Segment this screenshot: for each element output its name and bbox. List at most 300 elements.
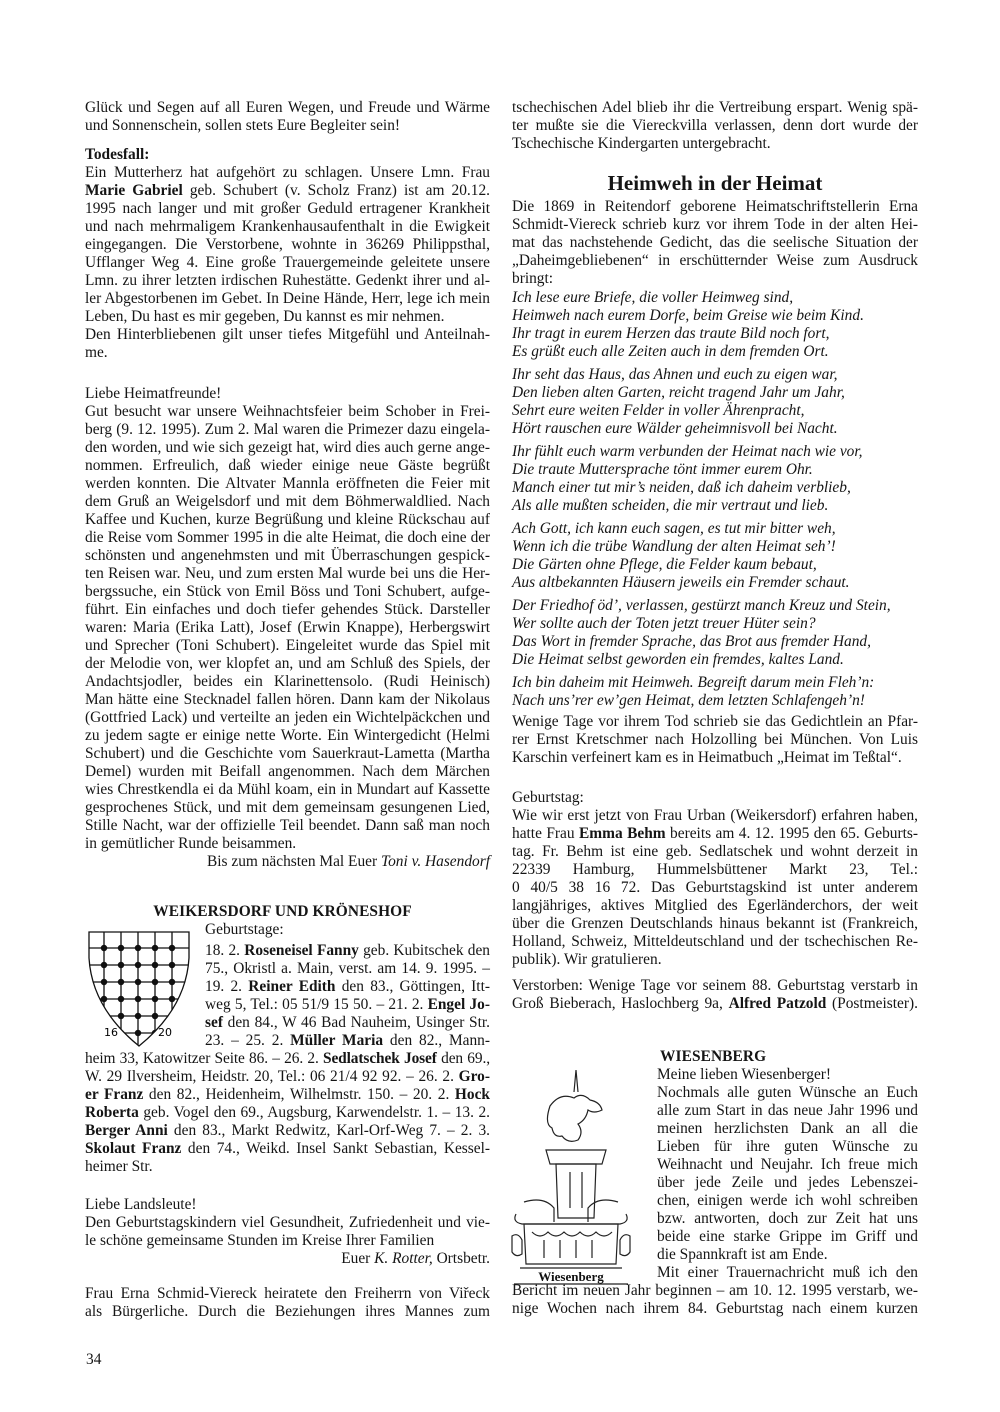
crest-dot [118, 962, 123, 967]
text-line [512, 674, 918, 692]
text-line [85, 200, 490, 218]
text-run: Weihnacht und Neujahr. Ich freue mich [657, 1156, 918, 1173]
text-run: rer Ernst Kretschmer nach Holzolling bei München. Von Luis [512, 731, 918, 748]
text-run: werden konnten. Die Altvater Mannla eröffneten die Feier mit [85, 475, 490, 492]
text-run: eingegangen. Die Verstorbene, wohnte in 36269 Philippsthal, [85, 236, 490, 253]
poem-note [512, 713, 918, 767]
text-run: Nochmals alle guten Wünsche an Euch [657, 1084, 918, 1101]
text-run: den 82., Mann- [383, 1032, 490, 1049]
text-line [512, 615, 918, 633]
text-run: Ihr seht das Haus, das Ahnen und euch zu eigen war, [512, 366, 838, 383]
text-run: und nach mehrmaligem Krankenhausaufenthalt in die Ewigkeit [85, 218, 490, 235]
text-line [657, 1192, 918, 1210]
text-run: wies Chrestkendla ei da Mühl koam, ein in Mundart auf Kassette [85, 781, 490, 798]
text-line [85, 691, 490, 709]
poem-stanza [512, 597, 918, 669]
text-run: den 83., Göttingen, Itt- [335, 978, 490, 995]
text-line [85, 547, 490, 565]
landsleute-greeting: Liebe Landsleute! [85, 1196, 197, 1213]
crest-dot [135, 1013, 140, 1018]
text-run: geb. Vogel den 69., Augsburg, Karwendelstr. 1. – 13. 2. [138, 1104, 490, 1121]
text-run: Leben, Du hast es mir gegeben, Du kannst es mir nehmen. [85, 308, 445, 325]
crest-number-left: 16 [104, 1026, 118, 1039]
text-run: Das Wort in fremder Sprache, das Brot aus fremder Hand, [512, 633, 871, 650]
text-line [657, 1102, 918, 1120]
text-run: 23. – 25. 2. [205, 1032, 291, 1049]
italic-name: K. Rotter, [374, 1250, 433, 1267]
text-line [512, 879, 918, 897]
text-run: führt. Ein einfaches und doch tiefer gehendes Stück. Darsteller [85, 601, 490, 618]
text-run: chen, einigen werde ich wohl schreiben [657, 1192, 918, 1209]
text-line [85, 1122, 490, 1140]
text-line [512, 1300, 918, 1318]
text-line [85, 1086, 490, 1104]
text-line [512, 117, 918, 135]
text-line [512, 366, 918, 384]
text-run: Wie wir erst jetzt von Frau Urban (Weikersdorf) erfahren haben, [512, 807, 918, 824]
text-run: Bis zum nächsten Mal Euer [207, 853, 381, 870]
birthday-list-full [85, 1050, 490, 1176]
text-run: den worden, und wie sich gezeigt hat, wird dies auch gerne ange- [85, 439, 490, 456]
text-run: den 69., [436, 1050, 490, 1067]
text-line [85, 781, 490, 799]
signature-toni [85, 853, 490, 871]
crest-dot [135, 962, 140, 967]
crest-dot [118, 996, 123, 1001]
text-line [85, 1158, 490, 1176]
text-run: die Spannkraft ist am Ende. [657, 1246, 828, 1263]
text-line [512, 252, 918, 270]
text-run: bzw. antworten, doch zur Zeit hat uns [657, 1210, 918, 1227]
text-run: die Reise vom Sommer 1995 in die alte Heimat, die doch eine der [85, 529, 490, 546]
wiesenberg-heading: WIESENBERG [660, 1048, 767, 1065]
text-line [657, 1264, 918, 1282]
crest-dot [169, 996, 174, 1001]
text-run: Aus altbekannten Häusern jeweils ein Fremder schaut. [512, 574, 850, 591]
text-line [512, 443, 918, 461]
text-line [512, 325, 918, 343]
text-run: Groß Bieberach, Haslochberg 9a, [512, 995, 729, 1012]
text-line [512, 713, 918, 731]
text-line [657, 1228, 918, 1246]
text-line [85, 655, 490, 673]
text-run: und Sprecher (Toni Schubert). Eingeleitet wurde das Spiel mit [85, 637, 490, 654]
text-run: 18. 2. [205, 942, 245, 959]
text-line [85, 182, 490, 200]
text-run: geb. Schubert (v. Scholz Franz) ist am 20.12. [182, 182, 491, 199]
text-run: dem Gruß an Weigelsdorf und mit dem Böhmerwaldlied. Nach [85, 493, 490, 510]
text-line [85, 290, 490, 308]
text-run: Frau Erna Schmid-Viereck heiratete den Freiherrn von Viřeck [85, 1285, 490, 1302]
landsleute-text [85, 1214, 490, 1250]
text-line [85, 1303, 490, 1321]
text-line [512, 497, 918, 515]
text-run: 75., Okristl a. Main, verst. am 14. 9. 1995. – [205, 960, 490, 977]
christmas-text [85, 403, 490, 853]
weikersdorf-heading: WEIKERSDORF UND KRÖNESHOF [153, 903, 412, 920]
text-run: gesprochenes Stück, und mit dem gemeinsam gesungenen Lied, [85, 799, 490, 816]
text-run: Bericht im neuen Jahr beginnen – am 10. 12. 1995 verstarb, we- [512, 1282, 918, 1299]
text-run: über jede Zeile und jedes Lebenszei- [657, 1174, 918, 1191]
crest-dot [135, 1030, 140, 1035]
text-run: Lieben für ihre guten Wünsche zu [657, 1138, 918, 1155]
text-line [512, 995, 918, 1013]
text-line [512, 520, 918, 538]
text-line [205, 960, 490, 978]
text-run: Ich bin daheim mit Heimweh. Begreift darum mein Fleh’n: [512, 674, 875, 691]
bold-name: Gro- [458, 1068, 490, 1085]
text-line [85, 344, 490, 362]
obituary-text [85, 164, 490, 326]
obituary-section [85, 146, 490, 362]
bold-name: Müller Maria [290, 1032, 384, 1049]
crest-dot [118, 979, 123, 984]
birthday-list-narrow [205, 942, 490, 1050]
text-line [512, 307, 918, 325]
text-line [85, 619, 490, 637]
bold-name: Reiner Edith [248, 978, 336, 995]
closing-wishes [85, 99, 490, 135]
article-title: Heimweh in der Heimat [607, 171, 823, 195]
text-line [85, 673, 490, 691]
text-line [85, 326, 490, 344]
text-line [512, 556, 918, 574]
text-run: Die Heimat selbst geworden ein fremdes, kaltes Land. [512, 651, 844, 668]
text-run: Die 1869 in Reitendorf geborene Heimatschriftstellerin Erna [512, 198, 918, 215]
deceased-notice [512, 977, 918, 1013]
text-run: Holland, Schweiz, Mitteldeutschland und der tschechischen Re- [512, 933, 918, 950]
text-run: Tschechische Kindergarten untergebracht. [512, 135, 771, 152]
text-line [657, 1138, 918, 1156]
text-run: bereits am 4. 12. 1995 den 65. Geburts- [665, 825, 918, 842]
text-line [512, 807, 918, 825]
text-line [85, 817, 490, 835]
bold-name: er Franz [85, 1086, 144, 1103]
text-run: geb. Kubitschek den [358, 942, 491, 959]
text-run: bergssuche, ein Stück von Emil Böss und Toni Schubert, aufge- [85, 583, 490, 600]
landsleute-section [85, 1196, 490, 1268]
text-run: Glück und Segen auf all Euren Wegen, und Freude und Wärme [85, 99, 490, 116]
signature-rotter [85, 1250, 490, 1268]
text-run: alle zum Start in das neue Jahr 1996 und [657, 1102, 918, 1119]
crest-dot [118, 1013, 123, 1018]
text-line [512, 825, 918, 843]
text-run: (Gottfried Lack) und verteilte an jeden ein Wichtelpäckchen und [85, 709, 490, 726]
text-line [85, 637, 490, 655]
text-run: Wenn ich die trübe Wandlung der alten Heimat seh’! [512, 538, 836, 555]
text-line [205, 996, 490, 1014]
text-run: Manch einer tut mir’s neiden, daß ich daheim verblieb, [512, 479, 851, 496]
italic-name: Toni v. Hasendorf [380, 853, 490, 870]
text-run: Den lieben alten Garten, reicht tragend Jahr um Jahr, [512, 384, 845, 401]
text-line [512, 933, 918, 951]
text-run: den 74., Weikd. Insel Sankt Sebastian, Kessel- [181, 1140, 490, 1157]
text-line [512, 216, 918, 234]
crest-dot [152, 962, 157, 967]
poem [512, 289, 918, 715]
text-run: 19. 2. [205, 978, 249, 995]
text-line [512, 135, 918, 153]
text-line [85, 254, 490, 272]
text-run: heimer Str. [85, 1158, 153, 1175]
poem-stanza [512, 674, 918, 710]
text-line [512, 731, 918, 749]
text-run: Mit einer Trauernachricht muß ich den [657, 1264, 918, 1281]
bold-name: Berger Anni [85, 1122, 168, 1139]
bold-name: sef [205, 1014, 223, 1031]
bold-name: Roseneisel Fanny [244, 942, 359, 959]
text-run: Stille Nacht, war der offizielle Teil beendet. Dann saß man noch [85, 817, 490, 834]
weikersdorf-crest-icon [86, 928, 196, 1053]
text-line [512, 343, 918, 361]
text-run: Schmidt-Viereck schrieb kurz vor ihrem Tode in der alten Hei- [512, 216, 918, 233]
text-run: publik). Wir gratulieren. [512, 951, 662, 968]
text-run: 0 40/5 38 16 72. Das Geburtstagskind ist unter anderem [512, 879, 918, 896]
poem-stanza [512, 520, 918, 592]
text-line [657, 1210, 918, 1228]
text-run: Den Geburtstagskindern viel Gesundheit, Zufriedenheit und vie- [85, 1214, 490, 1231]
text-line [512, 597, 918, 615]
crest-dot [101, 1013, 106, 1018]
text-run: Kaffee und Kuchen, kurze Begrüßung und kleine Rückschau auf [85, 511, 490, 528]
birthday-heading: Geburtstag: [512, 789, 584, 806]
text-line [205, 1014, 490, 1032]
text-line [512, 951, 918, 969]
bold-name: Hock [454, 1086, 490, 1103]
text-run: Gut besucht war unsere Weihnachtsfeier beim Schober in Frei- [85, 403, 490, 420]
text-line [85, 99, 490, 117]
text-run: Andachtsjodler, beides ein Klarinettensolo. (Rudi Heinisch) [85, 673, 490, 690]
text-run: Ach Gott, ich kann euch sagen, es tut mir bitter weh, [512, 520, 836, 537]
text-run: Ihr fühlt euch warm verbunden der Heimat nach wie vor, [512, 443, 863, 460]
text-line [85, 709, 490, 727]
crest-dot [169, 979, 174, 984]
text-line [85, 1104, 490, 1122]
text-line [85, 1068, 490, 1086]
text-line [512, 99, 918, 117]
crest-dot [169, 962, 174, 967]
text-run: Ufflanger Weg 4. Eine große Trauergemeinde geleitete unsere [85, 254, 490, 271]
text-line [85, 799, 490, 817]
text-run: Karschin verfeinert kam es in Heimatbuch „Heimat im Teßtal“. [512, 749, 902, 766]
text-run: Die Gärten ohne Pflege, die Felder kaum bebaut, [512, 556, 817, 573]
text-line [85, 583, 490, 601]
crest-dot [169, 945, 174, 950]
text-run: le schöne gemeinsame Stunden im Kreise Ihrer Familien [85, 1232, 435, 1249]
poem-stanza [512, 366, 918, 438]
text-run: Euer [341, 1250, 375, 1267]
text-line [85, 475, 490, 493]
text-line [85, 1285, 490, 1303]
text-run: 22339 Hamburg, Hummelsbüttener Markt 23, Tel.: [512, 861, 918, 878]
text-line [512, 538, 918, 556]
text-run: ler Abgestorbenen im Gebet. In Deine Hände, Herr, lege ich mein [85, 290, 490, 307]
bold-name: Alfred Patzold [728, 995, 827, 1012]
bold-name: Emma Behm [579, 825, 666, 842]
text-run: und Sonnenschein, sollen stets Eure Begleiter sein! [85, 117, 401, 134]
text-run: bringt: [512, 270, 554, 287]
text-line [205, 1032, 490, 1050]
text-line [85, 727, 490, 745]
text-run: in gemütlicher Runde beisammen. [85, 835, 297, 852]
text-run: me. [85, 344, 108, 361]
wiesenberg-fountain-emblem-icon [510, 1068, 632, 1286]
text-run: Man hätte eine Stecknadel fallen hören. Dann kam der Nikolaus [85, 691, 490, 708]
wiesenberg-greeting: Meine lieben Wiesenberger! [657, 1066, 832, 1083]
crest-dot [135, 996, 140, 1001]
text-line [657, 1156, 918, 1174]
text-line [85, 511, 490, 529]
text-run: über die Grenzen Deutschlands hinaus bekannt ist (Frankreich, [512, 915, 918, 932]
crest-dot [152, 945, 157, 950]
text-run: als Bürgerliche. Durch die Beziehungen ihres Mannes zum [85, 1303, 490, 1320]
text-run: Ich lese eure Briefe, die voller Heimweg sind, [512, 289, 794, 306]
text-line [657, 1084, 918, 1102]
text-line [512, 633, 918, 651]
text-run: waren: Maria (Erika Latt), Josef (Erwin Knappe), Herbergswirt [85, 619, 490, 636]
text-line [85, 493, 490, 511]
crest-dot [101, 996, 106, 1001]
text-run: Den Hinterbliebenen gilt unser tiefes Mitgefühl und Anteilnah- [85, 326, 490, 343]
erna-biography-continued [512, 99, 918, 153]
text-run: mat das nachstehende Gedicht, das die seelische Situation der [512, 234, 918, 251]
text-run: den 83., Markt Redwitz, Karl-Orf-Weg 7. – 2. 3. [167, 1122, 491, 1139]
text-line [512, 692, 918, 710]
text-run: Hört rauschen eure Wälder geheimnisvoll bei Nacht. [512, 420, 838, 437]
text-run: den 82., Heidenheim, Wilhelmstr. 150. – 20. 2. [143, 1086, 455, 1103]
condolence-text [85, 326, 490, 362]
text-line [512, 384, 918, 402]
text-run: der Melodie von, wer klopfet an, und am Schluß des Spiels, der [85, 655, 490, 672]
text-run: Sehrt eure weiten Felder in voller Ährenpracht, [512, 402, 805, 419]
text-line [512, 749, 918, 767]
text-run: Ortsbetr. [432, 1250, 490, 1267]
text-run: tschechischen Adel blieb ihr die Vertreibung erspart. Wenig spä- [512, 99, 918, 116]
text-line [85, 164, 490, 182]
text-line [512, 651, 918, 669]
text-run: Demel) wurden mit Beifall angenommen. Nach dem Märchen [85, 763, 490, 780]
crest-dot [101, 962, 106, 967]
text-run: ter mußte sie die Viereckvilla verlassen, denn dort wurde der [512, 117, 918, 134]
text-run: 1995 nach langer und mit großer Geduld ertragener Krankheit [85, 200, 490, 217]
text-run: hatte Frau [512, 825, 580, 842]
text-line [512, 915, 918, 933]
text-line [85, 218, 490, 236]
crest-dot [152, 979, 157, 984]
wiesenberg-sad-news-start [657, 1264, 918, 1282]
text-line [85, 745, 490, 763]
text-line [512, 897, 918, 915]
text-run: langjähriges, aktives Mitglied des Egerländerchors, der weit [512, 897, 918, 914]
text-line [512, 861, 918, 879]
text-run: Schubert) und die Geschichte vom Sauerkraut-Lametta (Martha [85, 745, 490, 762]
bold-name: Marie Gabriel [85, 182, 183, 199]
text-line [85, 117, 490, 135]
obituary-heading: Todesfall: [85, 146, 150, 163]
text-line [85, 272, 490, 290]
wiesenberg-sad-news [512, 1282, 918, 1318]
poem-stanza [512, 443, 918, 515]
text-run: heim 33, Katowitzer Seite 86. – 26. 2. [85, 1050, 323, 1067]
crest-dot [135, 945, 140, 950]
text-line [657, 1246, 918, 1264]
text-line [85, 403, 490, 421]
text-line [85, 236, 490, 254]
text-line [85, 529, 490, 547]
bold-name: Roberta [85, 1104, 139, 1121]
crest-number-right: 20 [158, 1026, 172, 1039]
text-line [512, 843, 918, 861]
crest-dot [135, 979, 140, 984]
text-line [512, 234, 918, 252]
bold-name: Skolaut Franz [85, 1140, 182, 1157]
text-run: nige Wochen nach ihrem 84. Geburtstag nach einem kurzen [512, 1300, 918, 1317]
text-run: beide eine starke Grippe im Griff und [657, 1228, 918, 1245]
emblem-label: Wiesenberg [538, 1269, 604, 1284]
text-line [512, 977, 918, 995]
poem-stanza [512, 289, 918, 361]
bold-name: Sedlatschek Josef [322, 1050, 437, 1067]
text-line [85, 457, 490, 475]
christmas-greeting: Liebe Heimatfreunde! [85, 385, 222, 402]
text-line [85, 439, 490, 457]
text-line [512, 420, 918, 438]
crest-dot [101, 979, 106, 984]
text-line [512, 479, 918, 497]
crest-dot [101, 945, 106, 950]
erna-biography [85, 1285, 490, 1321]
text-run: Ein Mutterherz hat aufgehört zu schlagen. Unsere Lmn. Frau [85, 164, 490, 181]
text-run: meinen herzlichsten Dank an all die [657, 1120, 918, 1137]
text-line [85, 1214, 490, 1232]
text-run: ten Reisen war. Neu, und zum ersten Mal wurde bei uns die Her- [85, 565, 490, 582]
text-run: Es grüßt euch alle Zeiten auch in dem fremden Ort. [512, 343, 829, 360]
text-line [85, 421, 490, 439]
text-run: Heimweh nach eurem Dorfe, beim Greise wie beim Kind. [512, 307, 864, 324]
crest-dot [152, 1013, 157, 1018]
text-run: Verstorben: Wenige Tage vor seinem 88. Geburtstag verstarb in [512, 977, 918, 994]
text-run: (Postmeister). [826, 995, 918, 1012]
bold-name: Engel Jo- [427, 996, 490, 1013]
text-line [85, 1140, 490, 1158]
text-run: Wenige Tage vor ihrem Tod schrieb sie das Gedichtlein an Pfar- [512, 713, 918, 730]
text-run: weg 5, Tel.: 05 51/9 15 50. – 21. 2. [205, 996, 428, 1013]
text-run: „Daheimgebliebenen“ in erschütternder Weise zum Ausdruck [512, 252, 918, 269]
text-run: Nach uns’rer ew’gen Heimat, dem letzten Schlafengeh’n! [512, 692, 865, 709]
text-line [85, 1232, 490, 1250]
christmas-report [85, 385, 490, 871]
birthday-text [512, 807, 918, 969]
text-line [85, 308, 490, 326]
text-run: den 84., W 46 Bad Nauheim, Usinger Str. [222, 1014, 490, 1031]
birthdays-subheading: Geburtstage: [205, 921, 284, 938]
text-run: Als alle mußten scheiden, die mir vertraut und lieb. [512, 497, 829, 514]
crest-dot [152, 996, 157, 1001]
text-line [205, 942, 490, 960]
text-line [657, 1120, 918, 1138]
text-line [512, 289, 918, 307]
wiesenberg-text [657, 1084, 918, 1264]
text-run: Ihr tragt in eurem Herzen das traute Bild noch fort, [512, 325, 830, 342]
text-line [85, 565, 490, 583]
text-run: nommen. Erfreulich, daß wieder einige neue Gäste begrüßt [85, 457, 490, 474]
text-line [512, 198, 918, 216]
text-run: Lmn. zu ihrer letzten irdischen Ruhestätte. Gedenkt ihrer und al- [85, 272, 490, 289]
text-run: Die traute Muttersprache tönt immer eurem Ohr. [512, 461, 813, 478]
text-line [512, 270, 918, 288]
text-line [512, 461, 918, 479]
text-run: W. 29 Ilversheim, Heidstr. 20, Tel.: 06 21/4 92 92. – 26. 2. [85, 1068, 459, 1085]
